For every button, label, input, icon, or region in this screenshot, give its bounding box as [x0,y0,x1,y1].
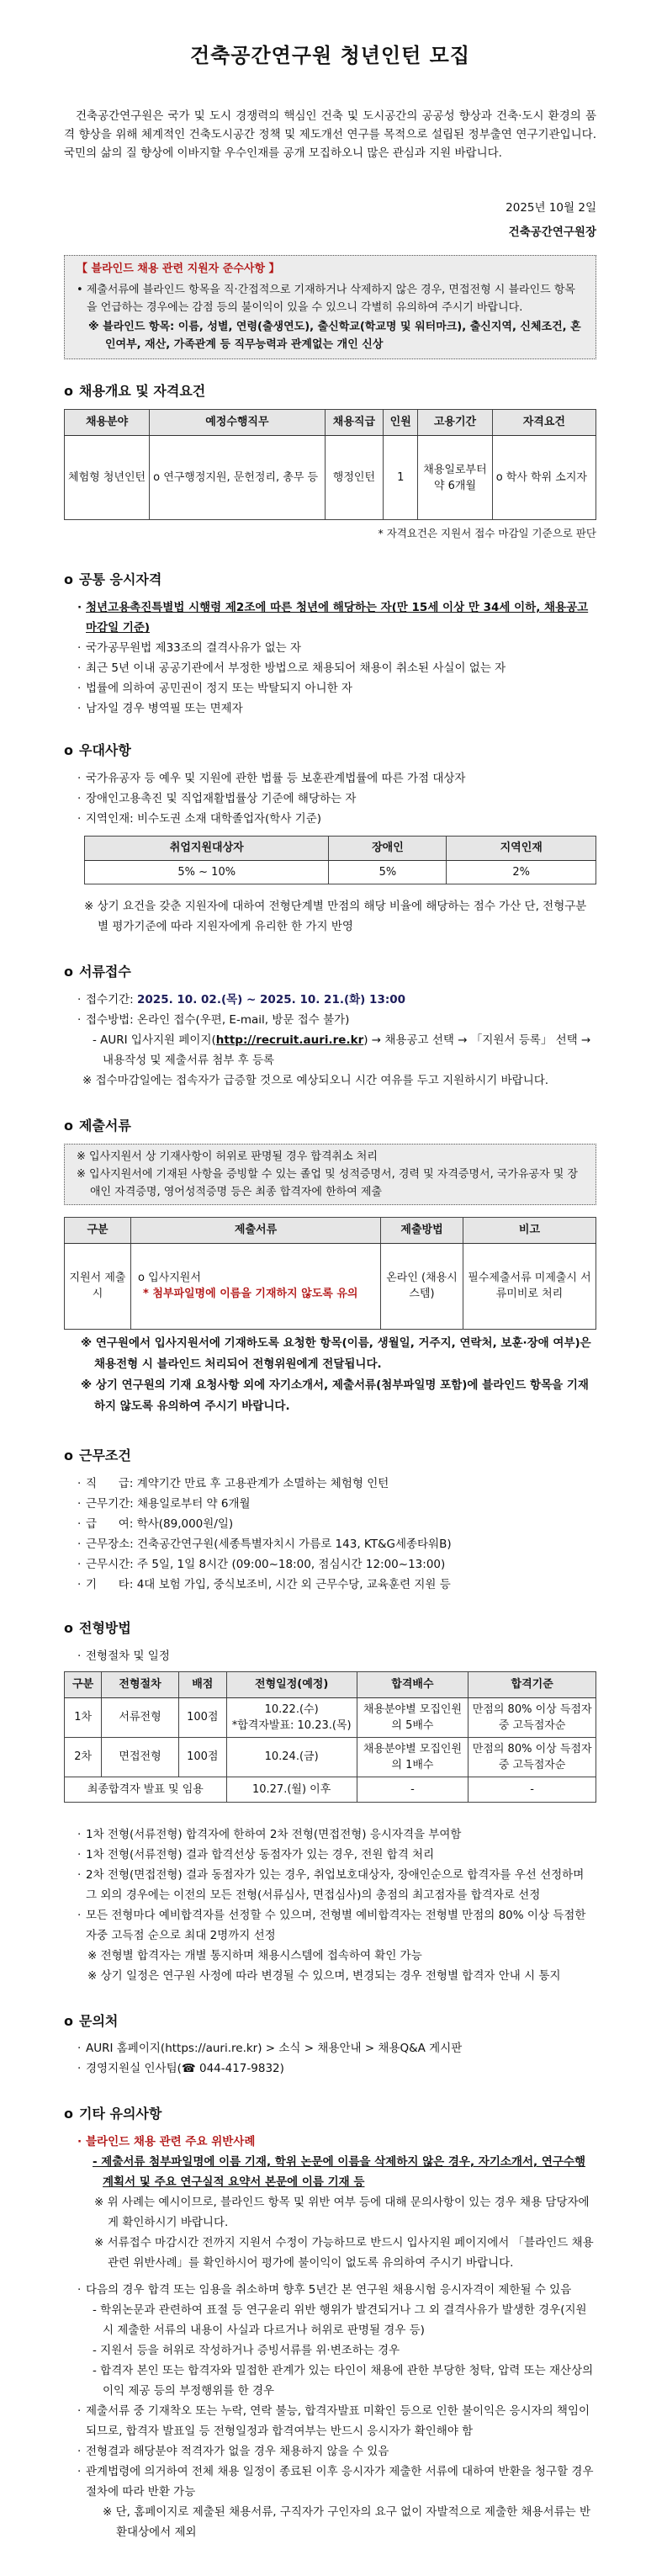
table-cell: 10.22.(수) *합격자발표: 10.23.(목) [226,1697,357,1737]
list-item: · 기 타: 4대 보험 가입, 중식보조비, 시간 외 근무수당, 교육훈련 지원 등 [77,1577,451,1591]
table-header: 고용기간 [418,409,492,435]
section-heading-conditions: o 근무조건 [64,1447,131,1463]
list-item: · 근무시간: 주 5일, 1일 8시간 (09:00~18:00, 점심시간 12:00~13:00) [77,1557,446,1571]
section-heading-overview: o 채용개요 및 자격요건 [64,381,596,402]
table-cell: 채용분야별 모집인원의 1배수 [357,1737,468,1777]
table-cell: 1차 [65,1697,102,1737]
table-header: 배점 [178,1671,226,1697]
table-header: 자격요건 [492,409,596,435]
overview-table [64,409,596,520]
table-header: 채용직급 [325,409,384,435]
list-item: · 급 여: 학사(89,000원/일) [77,1516,234,1531]
table-row [65,1697,596,1737]
documents-table [64,1217,596,1330]
table-header-row [65,409,596,435]
table-header: 구분 [65,1217,131,1243]
return-note: ※ 단, 홈페이지로 제출된 채용서류, 구직자가 구인자의 요구 없이 자발적으로 제출한 채용서류는 반환대상에서 제외 [103,2505,590,2540]
table-cell: 체험형 청년인턴 [65,436,150,520]
table-row [65,436,596,520]
table-header: 취업지원대상자 [85,837,329,861]
table-cell: 5% [329,861,447,884]
blind-notice-box [64,255,596,359]
table-header: 예정수행직무 [150,409,326,435]
table-header: 인원 [384,409,418,435]
blind-items-list: ※ 블라인드 항목: 이름, 성별, 연령(출생연도), 출신학교(학교명 및 워터마크), 출신지역, 신체조건, 혼인여부, 재산, 가족관계 등 직무능력과 관계없는 개인 신상 [88,321,581,352]
table-cell: 100점 [178,1697,226,1737]
table-cell: 채용분야별 모집인원의 5배수 [357,1697,468,1737]
table-cell: 채용일로부터 약 6개월 [418,436,492,520]
cancel-case: - 학위논문과 관련하여 표절 등 연구윤리 위반 행위가 발견되거나 그 외 결격사유가 발생한 경우(지원 시 제출한 서류의 내용이 사실과 다르거나 허위로 판명될 경우 등) [93,2303,587,2338]
documents-notice-line: ※ 입사지원서에 기재된 사항을 증빙할 수 있는 졸업 및 성적증명서, 경력 및 자격증명서, 국가유공자 및 장애인 자격증명, 영어성적증명 등은 최종 합격자에 한하여 제출 [77,1167,579,1198]
table-header-row [65,1217,596,1243]
table-row [65,1243,596,1329]
screening-rules-list [64,1824,596,1986]
section-heading-contact: o 문의처 [64,2012,119,2029]
notice-date: 2025년 10월 2일 [506,201,596,215]
list-item: · 직 급: 계약기간 만료 후 고용관계가 소멸하는 체험형 인턴 [77,1476,389,1490]
section-heading-documents: o 제출서류 [64,1118,131,1134]
table-cell: 지원서 제출 시 [65,1243,131,1329]
bullet-icon: • [77,284,83,297]
table-cell: 서류전형 [102,1697,179,1737]
table-cell: 2% [447,861,596,884]
screening-subheading: · 전형절차 및 일정 [77,1649,170,1663]
table-cell: o 연구행정지원, 문헌정리, 총무 등 [150,436,326,520]
list-item: · 근무기간: 채용일로부터 약 6개월 [77,1496,251,1511]
preference-list [64,768,596,829]
table-row [65,1737,596,1777]
recruit-site-link[interactable]: http://recruit.auri.re.kr [215,1033,364,1048]
list-item: · 법률에 의하여 공민권이 정지 또는 박탈되지 아니한 자 [77,682,352,696]
table-header: 채용분야 [65,409,150,435]
screening-note: ※ 상기 일정은 연구원 사정에 따라 변경될 수 있으며, 변경되는 경우 전형별 합격자 안내 시 통지 [87,1968,561,1983]
list-item: · 1차 전형(서류전형) 결과 합격선상 동점자가 있는 경우, 전원 합격 처리 [77,1847,435,1862]
table-cell: - [357,1777,468,1802]
application-list [64,990,596,1091]
list-item: · 지역인재: 비수도권 소재 대학졸업자(학사 기준) [77,812,322,826]
list-item: · 제출서류 중 기재착오 또는 누락, 연락 불능, 합격자발표 미확인 등으로 인한 불이익은 응시자의 책임이 되므로, 합격자 발표일 등 전형일정과 합격여부는 반드시 응시자가 확인해야 함 [77,2404,590,2439]
page-title: 건축공간연구원 청년인턴 모집 [189,44,471,67]
section-heading-misc: o 기타 유의사항 [64,2106,162,2122]
issuer: 건축공간연구원장 [508,226,596,240]
blind-notice-title: 【 블라인드 채용 관련 지원자 준수사항 】 [77,263,280,276]
table-cell: 10.27.(월) 이후 [226,1777,357,1802]
list-item: · 다음의 경우 합격 또는 임용을 취소하며 향후 5년간 본 연구원 채용시험 응시자격이 제한될 수 있음 [77,2283,572,2297]
section-heading-application: o 서류접수 [64,964,131,980]
table-cell: 5% ~ 10% [85,861,329,884]
table-cell: - [468,1777,596,1802]
table-cell: 100점 [178,1737,226,1777]
list-item: · 1차 전형(서류전형) 합격자에 한하여 2차 전형(면접전형) 응시자격을 부여함 [77,1827,462,1841]
table-header: 지역인재 [447,837,596,861]
contact-homepage: · AURI 홈페이지(https://auri.re.kr) > 소식 > 채용안내 > 채용Q&A 게시판 [77,2042,463,2056]
table-cell: 만점의 80% 이상 득점자 중 고득점자순 [468,1737,596,1777]
overview-note: * 자격요건은 지원서 접수 마감일 기준으로 판단 [378,527,596,540]
screening-table [64,1671,596,1803]
section-heading-screening: o 전형방법 [64,1619,131,1636]
table-cell: o 입사지원서 * 첨부파일명에 이름을 기재하지 않도록 유의 [131,1243,381,1329]
application-path: - AURI 입사지원 페이지(http://recruit.auri.re.kr) → 채용공고 선택 → 「지원서 등록」 선택 → 내용작성 및 제출서류 첨부 후 등록 [93,1033,591,1068]
cancel-case: - 합격자 본인 또는 합격자와 밀접한 관계가 있는 타인이 채용에 관한 부당한 청탁, 압력 또는 재산상의 이익 제공 등의 부정행위를 한 경우 [93,2364,594,2398]
conditions-list [64,1474,596,1595]
list-item: · 국가유공자 등 예우 및 지원에 관한 법률 등 보훈관계법률에 따른 가점 대상자 [77,772,466,786]
table-header: 전형절차 [102,1671,179,1697]
table-cell: 2차 [65,1737,102,1777]
violation-note: ※ 위 사례는 예시이므로, 블라인드 항목 및 위반 여부 등에 대해 문의사항이 있는 경우 채용 담당자에게 확인하시기 바랍니다. [94,2196,590,2230]
phone-icon: 경영지원실 인사팀(☎ 044-417-9832) [86,2062,284,2076]
list-item: · 2차 전형(면접전형) 결과 동점자가 있는 경우, 취업보호대상자, 장애인순으로 합격자를 우선 선정하며 그 외의 경우에는 이전의 모든 전형(서류심사, 면접심사)의 총점의 최고점자를 합격자로 선정 [77,1867,585,1902]
eligibility-list [64,598,596,719]
list-item: · 모든 전형마다 예비합격자를 선정할 수 있으며, 전형별 예비합격자는 전형별 만점의 80% 이상 득점한 자중 고득점 순으로 최대 2명까지 선정 [77,1908,586,1942]
application-note: ※ 접수마감일에는 접속자가 급증할 것으로 예상되오니 시간 여유를 두고 지원하시기 바랍니다. [82,1074,549,1088]
table-header: 구분 [65,1671,102,1697]
list-item: · 남자일 경우 병역필 또는 면제자 [77,702,243,716]
table-header: 장애인 [329,837,447,861]
table-cell: o 학사 학위 소지자 [492,436,596,520]
table-cell: 10.24.(금) [226,1737,357,1777]
list-item: · 근무장소: 건축공간연구원(세종특별자치시 가름로 143, KT&G세종타워B) [77,1537,452,1551]
screening-note: ※ 전형별 합격자는 개별 통지하며 채용시스템에 접속하여 확인 가능 [87,1948,422,1963]
section-heading-preference: o 우대사항 [64,742,131,759]
violation-note: ※ 서류접수 마감시간 전까지 지원서 수정이 가능하므로 반드시 입사지원 페이지에서 「블라인드 채용 관련 위반사례」를 확인하시어 평가에 불이익이 없도록 유의하여 주시기 바랍니다. [94,2236,594,2271]
table-header-row [65,1671,596,1697]
table-header: 제출방법 [381,1217,463,1243]
application-period-value: 2025. 10. 02.(목) ~ 2025. 10. 21.(화) 13:00 [137,993,406,1007]
preference-note: ※ 상기 요건을 갖춘 지원자에 대하여 전형단계별 만점의 해당 비율에 해당하는 점수 가산 단, 전형구분별 평가기준에 따라 지원자에게 유리한 한 가지 반영 [84,900,587,934]
documents-note: ※ 상기 연구원의 기재 요청사항 외에 자기소개서, 제출서류(첨부파일명 포함)에 블라인드 항목을 기재하지 않도록 유의하여 주시기 바랍니다. [81,1378,589,1413]
table-cell: 만점의 80% 이상 득점자 중 고득점자순 [468,1697,596,1737]
documents-notice-box [64,1144,596,1205]
violation-case: - 제출서류 첨부파일명에 이름 기재, 학위 논문에 이름을 삭제하지 않은 경우, 자기소개서, 연구수행 계획서 및 주요 연구실적 요약서 본문에 이름 기재 등 [93,2155,585,2190]
table-cell: 최종합격자 발표 및 임용 [65,1777,227,1802]
table-cell: 필수제출서류 미제출시 서류미비로 처리 [463,1243,596,1329]
preference-table [84,836,596,884]
table-header: 합격배수 [357,1671,468,1697]
filename-warning: * 첨부파일명에 이름을 기재하지 않도록 유의 [143,1288,358,1301]
documents-notice-line: ※ 입사지원서 상 기재사항이 허위로 판명될 경우 합격취소 처리 [77,1150,378,1163]
table-cell: 행정인턴 [325,436,384,520]
table-row [85,861,596,884]
list-item: · 장애인고용촉진 및 직업재활법률상 기준에 해당하는 자 [77,792,357,806]
table-header: 비고 [463,1217,596,1243]
documents-note: ※ 연구원에서 입사지원서에 기재하도록 요청한 항목(이름, 생월일, 거주지, 연락처, 보훈·장애 여부)은 채용전형 시 블라인드 처리되어 전형위원에게 전달됩니다. [81,1336,591,1371]
misc-list [64,2132,596,2542]
result-announcement: *합격자발표: 10.23.(목) [231,1718,352,1732]
table-header: 제출서류 [131,1217,381,1243]
application-period: · 접수기간: 2025. 10. 02.(목) ~ 2025. 10. 21.(화) 13:00 [77,993,406,1007]
list-item: · 관계법령에 의거하여 전체 채용 일정이 종료된 이후 응시자가 제출한 서류에 대하여 반환을 청구할 경우 절차에 따라 반환 가능 [77,2465,594,2499]
section-heading-eligibility: o 공통 응시자격 [64,571,162,588]
list-item: · 전형결과 해당분야 적격자가 없을 경우 채용하지 않을 수 있음 [77,2445,389,2459]
application-method: · 접수방법: 온라인 접수(우편, E-mail, 방문 접수 불가) [77,1013,350,1028]
section-bullet-icon: o [64,383,73,400]
table-row [65,1777,596,1802]
table-header: 합격기준 [468,1671,596,1697]
contact-phone: · 경영지원실 인사팀(☎ 044-417-9832) [77,2062,284,2076]
list-item: · 최근 5년 이내 공공기관에서 부정한 방법으로 채용되어 채용이 취소된 사실이 없는 자 [77,661,506,676]
list-item: · 국가공무원법 제33조의 결격사유가 없는 자 [77,641,302,656]
table-header: 전형일정(예정) [226,1671,357,1697]
list-item: · 청년고용촉진특별법 시행령 제2조에 따른 청년에 해당하는 자(만 15세 이상 만 34세 이하, 채용공고 마감일 기준) [77,601,589,635]
table-cell: 면접전형 [102,1737,179,1777]
table-cell: 온라인 (채용시스템) [381,1243,463,1329]
cancel-case: - 지원서 등을 허위로 작성하거나 증빙서류를 위·변조하는 경우 [93,2344,400,2358]
table-header-row [85,837,596,861]
violation-title: · 블라인드 채용 관련 주요 위반사례 [77,2135,256,2149]
table-cell: 1 [384,436,418,520]
intro-paragraph: 건축공간연구원은 국가 및 도시 경쟁력의 핵심인 건축 및 도시공간의 공공성 향상과 건축·도시 환경의 품격 향상을 위해 체계적인 건축도시공간 정책 및 제도개선 연구를 목적으로 설립된 정부출연 연구기관입니다. 국민의 삶의 질 향상에 이바지할 우수인재를 공개 모집하오니 많은 관심과 지원 바랍니다. [64,109,596,161]
blind-notice-bullet: • 제출서류에 블라인드 항목을 직·간접적으로 기재하거나 삭제하지 않은 경우, 면접전형 시 블라인드 항목을 언급하는 경우에는 감점 등의 불이익이 있을 수 있으니 각별히 유의하여 주시기 바랍니다. [77,284,575,315]
contact-list [64,2038,596,2079]
